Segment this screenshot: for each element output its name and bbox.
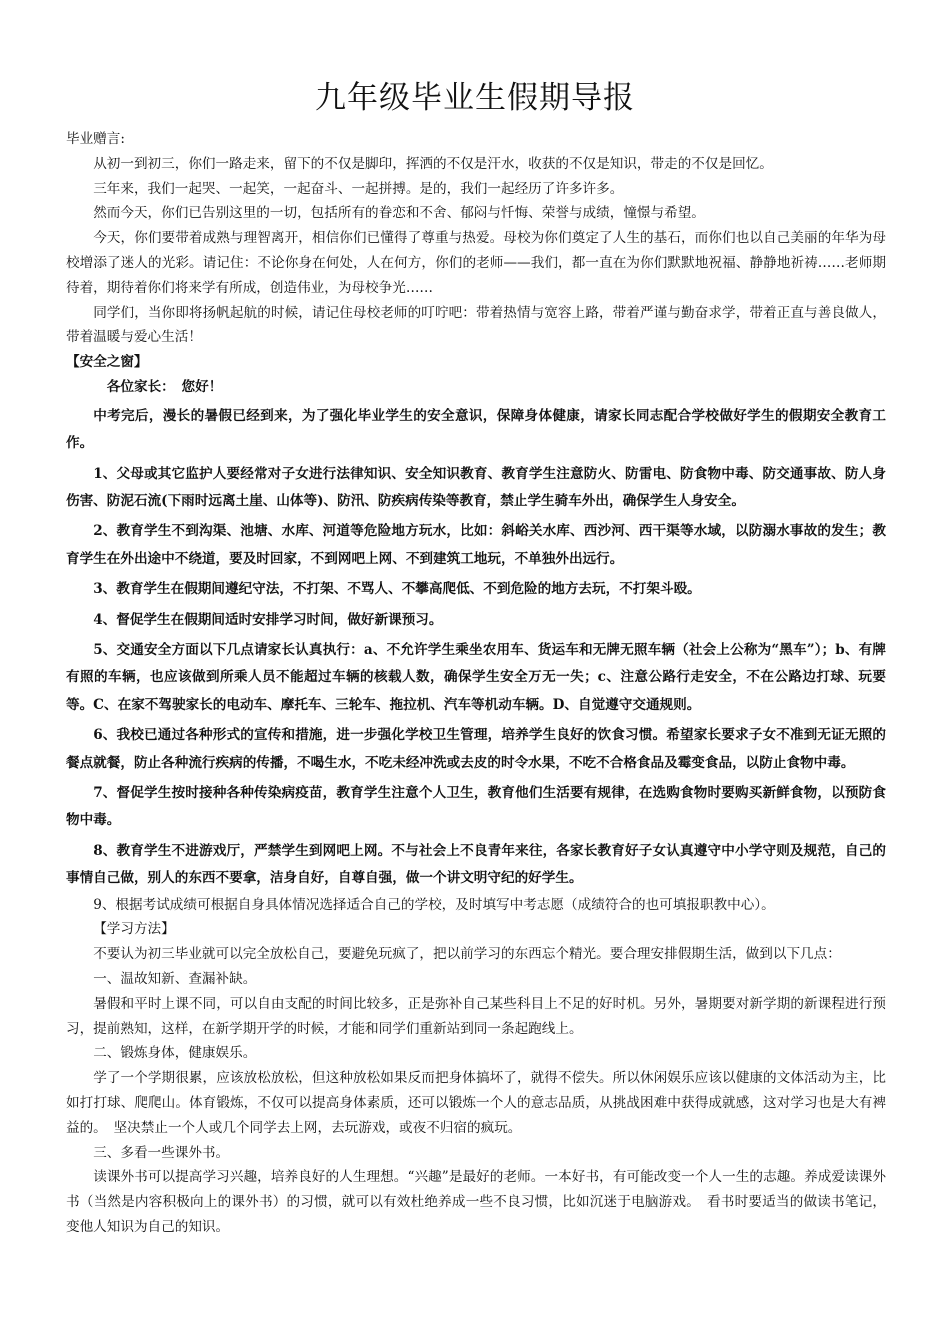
safety-heading: 【安全之窗】 (66, 354, 148, 371)
safety-item: 1、父母或其它监护人要经常对子女进行法律知识、安全知识教育、教育学生注意防火、防雷电、防食物中毒、防交通事故、防人身伤害、防泥石流(下雨时远离土崖、山体等)、防汛、防疾病传染等教育，禁止学生骑车外出，确保学生人身安全。 (66, 465, 886, 509)
farewell-heading: 毕业赠言: (66, 131, 125, 147)
study-point-title: 三、多看一些课外书。 (93, 1144, 230, 1161)
page-title: 九年级毕业生假期导报 (315, 80, 635, 116)
farewell-paragraph: 然而今天，你们已告别这里的一切，包括所有的眷恋和不舍、郁闷与忏悔、荣誉与成绩，憧憬与希望。 (93, 205, 705, 222)
safety-item: 2、教育学生不到沟渠、池塘、水库、河道等危险地方玩水，比如：斜峪关水库、西沙河、西干渠等水域，以防溺水事故的发生；教育学生在外出途中不绕道，要及时回家，不到网吧上网、不到建筑工地玩，不单独外出远行。 (66, 523, 886, 567)
safety-intro: 中考完后，漫长的暑假已经到来，为了强化毕业学生的安全意识，保障身体健康，请家长同志配合学校做好学生的假期安全教育工作。 (66, 407, 886, 452)
safety-item: 8、教育学生不进游戏厅，严禁学生到网吧上网。不与社会上不良青年来往，各家长教育好子女认真遵守中小学守则及规范，自己的事情自己做，别人的东西不要拿，洁身自好，自尊自强，做一个讲文明守纪的好学生。 (66, 842, 886, 887)
safety-item-9: 9、根据考试成绩可根据自身具体情况选择适合自己的学校，及时填写中考志愿（成绩符合的也可填报职教中心）。 (93, 896, 775, 913)
farewell-paragraph: 三年来，我们一起哭、一起笑，一起奋斗、一起拼搏。是的，我们一起经历了许多许多。 (93, 180, 624, 197)
safety-item: 5、交通安全方面以下几点请家长认真执行：a、不允许学生乘坐农用车、货运车和无牌无照车辆（社会上公称为“黑车”）；b、有牌有照的车辆，也应该做到所乘人员不能超过车辆的核载人数，确保学生安全万无一失；c、注意公路行走安全，不在公路边打球、玩要等。C、在家不驾驶家长的电动车、摩托车、三轮车、拖拉机、汽车等机动车辆。D、自觉遵守交通规则。 (66, 642, 886, 713)
study-point-title: 二、锻炼身体，健康娱乐。 (93, 1045, 257, 1062)
document-body (66, 127, 886, 1240)
study-point-text: 读课外书可以提高学习兴趣，培养良好的人生理想。“兴趣”是最好的老师。一本好书，有可能改变一个人一生的志趣。养成爱读课外书（当然是内容积极向上的课外书）的习惯，就可以有效杜绝养成一些不良习惯，比如沉迷于电脑游戏。 看书时要适当的做读书笔记，变他人知识为自己的知识。 (66, 1169, 886, 1236)
study-point-text: 学了一个学期很累，应该放松放松，但这种放松如果反而把身体搞坏了，就得不偿失。所以休闲娱乐应该以健康的文体活动为主，比如打打球、爬爬山。体育锻炼，不仅可以提高身体素质，还可以锻炼一个人的意志品质，从挑战困难中获得成就感，这对学习也是大有裨益的。 坚决禁止一个人或几个同学去上网，去玩游戏，或夜不归宿的疯玩。 (66, 1070, 886, 1136)
study-intro: 不要认为初三毕业就可以完全放松自己，要避免玩疯了，把以前学习的东西忘个精光。要合理安排假期生活，做到以下几点： (93, 946, 841, 963)
safety-item: 6、我校已通过各种形式的宣传和措施，进一步强化学校卫生管理，培养学生良好的饮食习惯。希望家长要求子女不准到无证无照的餐点就餐，防止各种流行疾病的传播，不喝生水，不吃未经冲洗或去皮的时令水果，不吃不合格食品及霉变食品，以防止食物中毒。 (66, 727, 886, 771)
study-point-text: 暑假和平时上课不同，可以自由支配的时间比较多，正是弥补自己某些科目上不足的好时机。另外，暑期要对新学期的新课程进行预习，提前熟知，这样，在新学期开学的时候，才能和同学们重新站到同一条起跑线上。 (66, 995, 886, 1037)
farewell-paragraph: 从初一到初三，你们一路走来，留下的不仅是脚印，挥洒的不仅是汗水，收获的不仅是知识，带走的不仅是回忆。 (93, 155, 773, 172)
safety-item: 4、督促学生在假期间适时安排学习时间，做好新课预习。 (93, 611, 443, 628)
farewell-paragraph: 同学们，当你即将扬帆起航的时候，请记住母校老师的叮咛吧：带着热情与宽容上路，带着严谨与勤奋求学，带着正直与善良做人，带着温暖与爱心生活！ (66, 304, 886, 346)
study-point-title: 一、温故知新、查漏补缺。 (93, 971, 257, 988)
farewell-paragraph: 今天，你们要带着成熟与理智离开，相信你们已懂得了尊重与热爱。母校为你们奠定了人生的基石，而你们也以自己美丽的年华为母校增添了迷人的光彩。请记住：不论你身在何处，人在何方，你们的老师——我们，都一直在为你们默默地祝福、静静地祈祷……老师期待着，期待着你们将来学有所成，创造伟业，为母校争光…… (66, 230, 886, 296)
study-heading: 【学习方法】 (93, 921, 175, 938)
safety-greeting: 各位家长： 您好！ (106, 378, 223, 395)
safety-item: 3、教育学生在假期间遵纪守法，不打架、不骂人、不攀高爬低、不到危险的地方去玩，不打架斗殴。 (93, 581, 701, 598)
safety-section (66, 350, 886, 893)
safety-item: 7、督促学生按时接种各种传染病疫苗，教育学生注意个人卫生，教育他们生活要有规律，在选购食物时要购买新鲜食物，以预防食物中毒。 (66, 785, 886, 829)
